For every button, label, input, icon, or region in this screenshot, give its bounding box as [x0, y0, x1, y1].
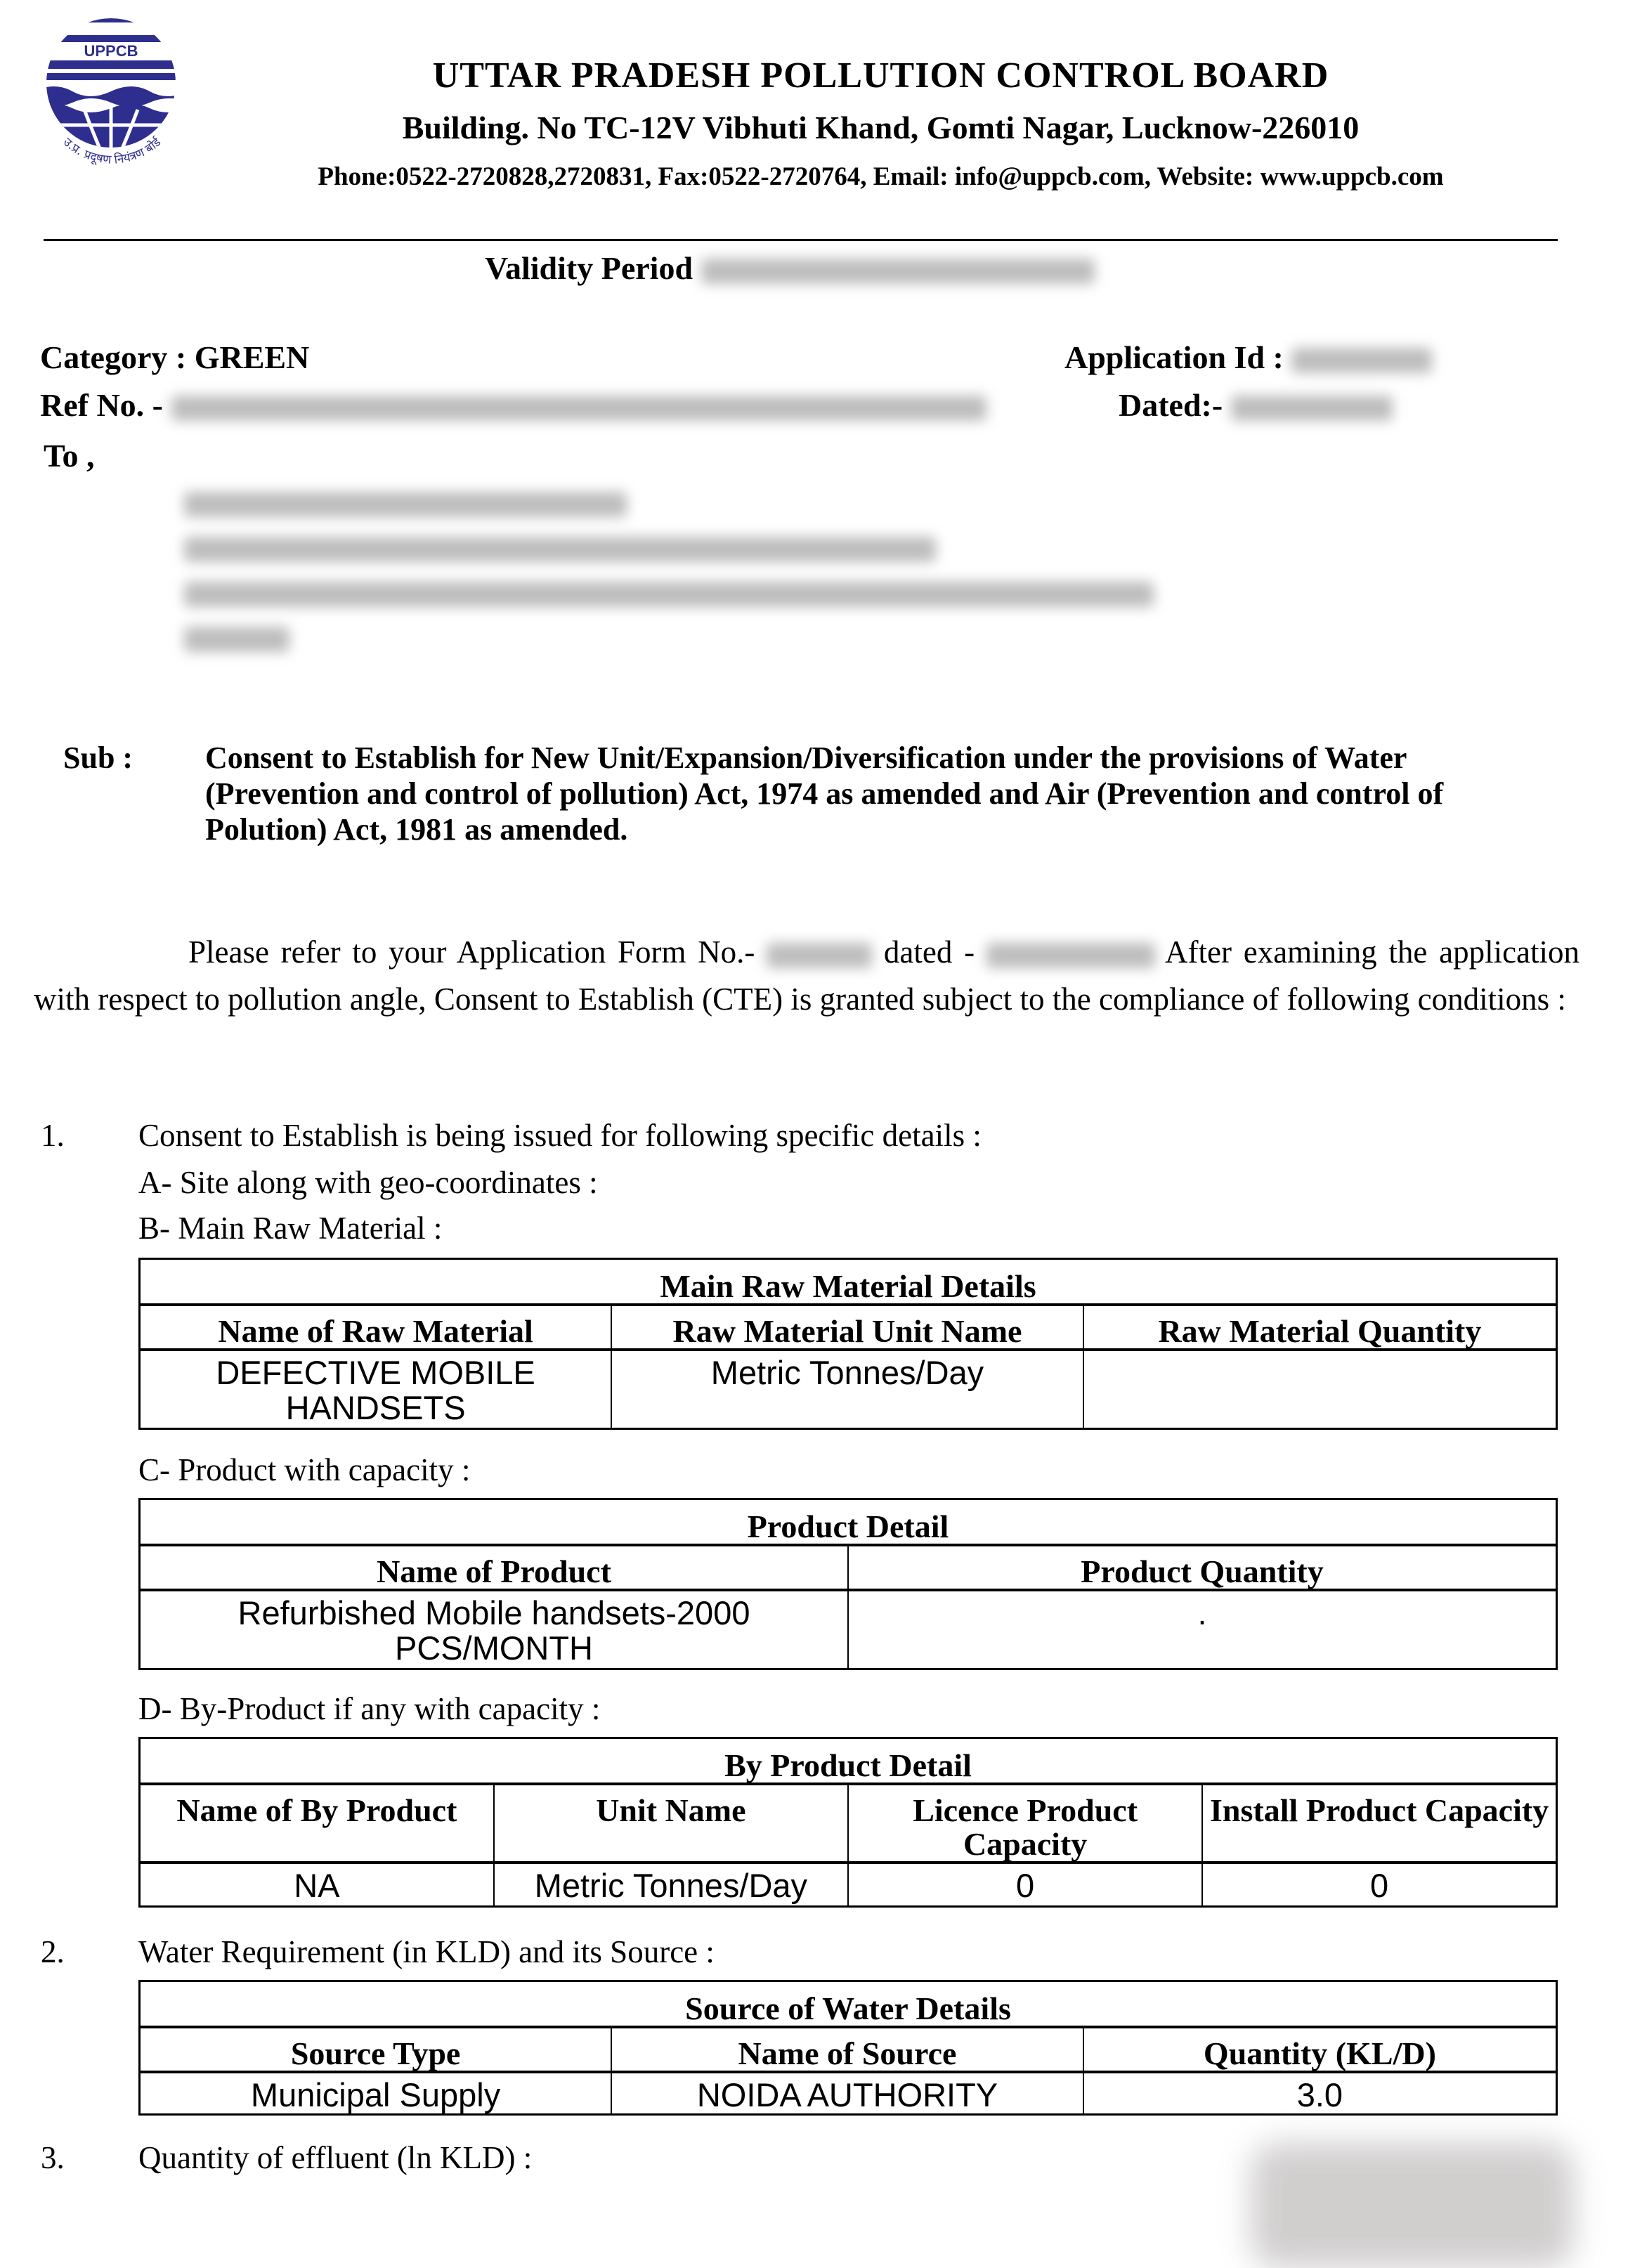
column-header: Quantity (KL/D) — [1083, 2027, 1557, 2072]
item-text: Consent to Establish is being issued for following specific details : — [138, 1118, 982, 1153]
table-cell: . — [848, 1590, 1557, 1669]
table-cell — [1083, 1350, 1557, 1428]
table-caption: By Product Detail — [140, 1738, 1557, 1785]
recipient-line-redacted — [184, 582, 1154, 607]
subject-label: Sub : — [63, 741, 133, 775]
intro-paragraph — [34, 929, 1579, 1023]
dated — [1119, 386, 1393, 424]
column-header: Name of By Product — [140, 1784, 494, 1863]
recipient-line-redacted — [184, 627, 289, 652]
table-row — [140, 1590, 1557, 1669]
item-number: 3. — [41, 2140, 65, 2175]
table-caption: Main Raw Material Details — [140, 1259, 1557, 1305]
dated-label: Dated:- — [1119, 387, 1223, 423]
water-source-table — [138, 1980, 1558, 2116]
table-cell: Municipal Supply — [140, 2072, 612, 2114]
table-cell: NA — [140, 1863, 494, 1906]
subject-text: Consent to Establish for New Unit/Expansion/Diversification under the provisions of Water (Prevention and control of pollution) Act, 1974 as amended and Air (Prevention and control of Polution) Act, 1981 as amended. — [205, 741, 1444, 847]
column-header: Name of Source — [611, 2027, 1083, 2072]
column-header: Raw Material Quantity — [1083, 1305, 1557, 1350]
table-caption: Product Detail — [140, 1499, 1557, 1546]
sub-item-d: D- By-Product if any with capacity : — [138, 1691, 601, 1726]
item-number: 2. — [41, 1934, 65, 1969]
intro-part1: Please refer to your Application Form No.- — [188, 934, 755, 970]
table-cell: NOIDA AUTHORITY — [611, 2072, 1083, 2114]
table-cell: Metric Tonnes/Day — [611, 1350, 1083, 1428]
column-header: Install Product Capacity — [1202, 1784, 1556, 1863]
column-header: Licence Product Capacity — [848, 1784, 1202, 1863]
table-caption: Source of Water Details — [140, 1981, 1557, 2028]
svg-text:UPPCB: UPPCB — [84, 42, 138, 60]
column-header: Unit Name — [494, 1784, 848, 1863]
table-row — [140, 2072, 1557, 2114]
column-header: Source Type — [140, 2027, 612, 2072]
table-row — [140, 1350, 1557, 1428]
table-cell: Refurbished Mobile handsets-2000 PCS/MONTH — [140, 1590, 849, 1669]
column-header: Raw Material Unit Name — [611, 1305, 1083, 1350]
recipient-address-redacted — [184, 492, 1154, 672]
table-cell: Metric Tonnes/Day — [494, 1863, 848, 1906]
svg-text:उ.प्र. प्रदूषण नियंत्रण बोर्ड: उ.प्र. प्रदूषण नियंत्रण बोर्ड — [60, 135, 164, 167]
board-contact: Phone:0522-2720828,2720831, Fax:0522-2720764, Email: info@uppcb.com, Website: www.uppcb.com — [318, 162, 1444, 191]
intro-part3: After examining the application with respect to pollution angle, Consent to Establish (CTE) is granted subject to the compliance of following conditions : — [34, 934, 1580, 1017]
to-label: To , — [44, 438, 95, 474]
ref-no-redacted — [171, 396, 986, 421]
sub-item-c: C- Product with capacity : — [138, 1452, 471, 1487]
recipient-line-redacted — [184, 492, 627, 517]
item-text: Quantity of effluent (ln KLD) : — [138, 2140, 533, 2175]
by-product-table — [138, 1737, 1558, 1908]
application-id-redacted — [1291, 348, 1432, 373]
validity-label: Validity Period — [485, 250, 693, 286]
sub-item-b: B- Main Raw Material : — [138, 1211, 443, 1246]
item-number: 1. — [41, 1118, 65, 1153]
recipient-line-redacted — [184, 537, 936, 562]
table-row — [140, 1863, 1557, 1906]
application-id — [1064, 339, 1432, 376]
validity-dates-redacted — [701, 259, 1095, 284]
item-text: Water Requirement (in KLD) and its Source : — [138, 1934, 715, 1969]
table-cell: 3.0 — [1083, 2072, 1557, 2114]
ref-no-label: Ref No. - — [40, 387, 163, 423]
table-cell: 0 — [1202, 1863, 1556, 1906]
board-title: UTTAR PRADESH POLLUTION CONTROL BOARD — [432, 56, 1329, 96]
form-date-redacted — [986, 943, 1155, 968]
product-table — [138, 1498, 1558, 1670]
column-header: Product Quantity — [848, 1545, 1557, 1590]
table-cell: DEFECTIVE MOBILE HANDSETS — [140, 1350, 612, 1428]
application-id-label: Application Id : — [1064, 339, 1284, 375]
stamp-redacted — [1251, 2143, 1574, 2268]
board-address: Building. No TC-12V Vibhuti Khand, Gomti Nagar, Lucknow-226010 — [402, 110, 1360, 145]
category: Category : GREEN — [40, 339, 310, 375]
column-header: Name of Raw Material — [140, 1305, 612, 1350]
table-cell: 0 — [848, 1863, 1202, 1906]
validity-period — [485, 249, 1095, 287]
intro-part2: dated - — [883, 934, 975, 970]
header-divider — [44, 239, 1558, 241]
column-header: Name of Product — [140, 1545, 849, 1590]
ref-no — [40, 386, 986, 424]
sub-item-a: A- Site along with geo-coordinates : — [138, 1165, 598, 1200]
raw-material-table — [138, 1258, 1558, 1430]
dated-redacted — [1231, 396, 1393, 421]
form-no-redacted — [767, 943, 872, 968]
